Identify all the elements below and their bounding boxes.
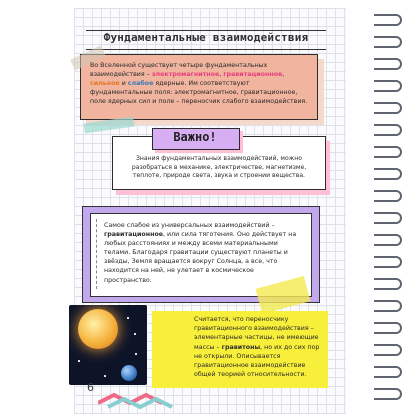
earth-icon [121,365,137,381]
ring-icon [374,388,402,400]
ring-icon [374,146,402,158]
chevron-decoration [98,389,176,409]
ring-icon [374,212,402,224]
ring-icon [374,14,402,26]
important-title: Важно! [173,130,217,144]
term-gravitational: гравитационное [104,231,164,239]
term-strong: сильное [90,80,120,88]
ring-icon [374,102,402,114]
ring-icon [374,190,402,202]
yellow-part: Считается, что переносчику гравитационного взаимодействия – элементарные частицы, не имеющие массы – [194,316,319,351]
ring-icon [374,58,402,70]
term-electromagnetic: электромагнитное [151,71,220,79]
ring-icon [374,168,402,180]
yellow-text [194,315,322,379]
frame-part: Самое слабое из универсальных взаимодействий – [104,222,275,229]
star-icon [135,353,137,355]
ring-icon [374,80,402,92]
star-icon [104,375,106,377]
term-gravitational: гравитационное [223,71,283,79]
ring-icon [374,256,402,268]
separator: , [219,71,224,79]
sun-icon [78,309,118,349]
term-gravitons: гравитоны [221,343,261,351]
ring-icon [374,36,402,48]
ring-icon [374,278,402,290]
frame-part: , или сила тяготения. Оно действует на любых расстояниях и между всеми материальными телами. Благодаря гравитации существуют планеты и звёзды, Земля вращается вокруг Солнца, а все, что находится на ней, не улетает в космическое пространство. [104,231,297,284]
star-icon [134,333,136,335]
term-weak: слабое [127,80,154,88]
spiral-binding [374,0,402,420]
ring-icon [374,300,402,312]
frame-text [104,221,302,285]
separator: , [282,71,285,79]
page-title: Фундаментальные взаимодействия [103,31,309,44]
yellow-part: , но их до сих пор не открыли. Описывается гравитационное взаимодействие общей теорией относительности. [194,343,320,379]
page-number: 6 [87,381,94,394]
intro-text [90,61,310,106]
star-icon [78,360,80,362]
ring-icon [374,344,402,356]
star-icon [127,317,129,319]
space-image [69,305,147,385]
intro-part: ядерные. Им соответствуют фундаментальные поля: электромагнитное, гравитационное, поле ядерных сил и поле – переносчик слабого взаимодействия. [90,80,308,106]
ring-icon [374,124,402,136]
ring-icon [374,322,402,334]
intro-part: и [119,80,128,88]
ring-icon [374,234,402,246]
important-text: Знания фундаментальных взаимодействий, можно разобраться в механике, электричестве, магнетизме, теплоте, природе света, звука и строении вещества. [131,155,307,179]
ring-icon [374,366,402,378]
intro-part: Во Вселенной существует четыре фундаментальных взаимодействия – [90,62,268,79]
